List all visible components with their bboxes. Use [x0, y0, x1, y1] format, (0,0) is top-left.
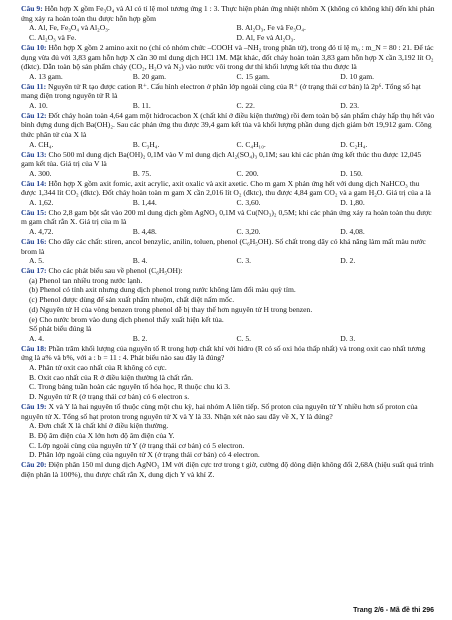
answer-option[interactable]: C. Trong bảng tuần hoàn các nguyên tố hóa học, R thuộc chu kì 3. — [29, 382, 230, 392]
question-stem — [21, 237, 436, 256]
question-stem — [21, 402, 436, 421]
answer-options — [21, 198, 436, 208]
answer-options — [21, 421, 436, 460]
answer-option[interactable]: C. 3. — [236, 256, 252, 266]
answer-option[interactable]: B. C₃H₄. — [132, 139, 160, 149]
answer-option[interactable]: C. Al₂O₃ và Fe. — [29, 33, 77, 43]
answer-option[interactable]: B. 11. — [132, 101, 151, 111]
answer-option[interactable]: A. 5. — [29, 256, 44, 266]
answer-option[interactable]: C. C₄H₁₀. — [236, 139, 266, 149]
answer-option[interactable]: B. 4,48. — [132, 227, 157, 237]
answer-option[interactable]: B. Độ âm điện của X lớn hơn độ âm điện của Y. — [29, 430, 175, 440]
answer-option[interactable]: C. 200. — [236, 168, 259, 178]
question-text: Cho 500 ml dung dịch Ba(OH)₂ 0,1M vào V ml dung dịch Al₂(SO₄)₃ 0,1M; sau khi các phản ứng kết thúc thu được 12,045 gam kết tủa. Giá trị của V là — [21, 149, 422, 169]
answer-option[interactable]: D. 2. — [340, 256, 356, 266]
answer-options — [21, 101, 436, 111]
answer-options — [21, 227, 436, 237]
statement-item: (d) Nguyên tử H của vòng benzen trong phenol dễ bị thay thế hơn nguyên tử H trong benzen. — [29, 304, 313, 314]
question-label: Câu 9: — [21, 4, 43, 13]
answer-option[interactable]: A. 10. — [29, 101, 48, 111]
question-stem — [21, 460, 436, 479]
question-block — [21, 4, 436, 43]
answer-option[interactable]: D. C₂H₄. — [340, 139, 368, 149]
answer-option[interactable]: D. 4,08. — [340, 227, 365, 237]
question-stem — [21, 179, 436, 198]
answer-option[interactable]: B. Oxit cao nhất của R ở điều kiện thường là chất rắn. — [29, 372, 193, 382]
answer-option[interactable]: B. 4. — [132, 256, 148, 266]
question-text: Hỗn hợp X gồm axit fomic, axit acrylic, axit oxalic và axit axetic. Cho m gam X phản ứng hết với dung dịch NaHCO₃ thu được 1,344 lít CO₂ (đktc). Đốt cháy hoàn toàn m gam X cần 2,016 lít O₂ (đktc), thu được 4,84 gam CO₂ và a gam H₂O. Giá trị của a là — [21, 178, 431, 198]
question-block — [21, 208, 436, 237]
answer-option[interactable]: C. 5. — [236, 333, 252, 343]
question-text: Cho 2,8 gam bột sắt vào 200 ml dung dịch gồm AgNO₃ 0,1M và Cu(NO₃)₂ 0,5M; khi các phản ứng xảy ra hoàn toàn thu được m gam chất rắn X. Giá trị của m là — [21, 207, 432, 227]
question-stem — [21, 43, 436, 72]
question-block — [21, 111, 436, 150]
question-label: Câu 14: — [21, 178, 47, 188]
answer-options — [21, 334, 436, 344]
question-block — [21, 344, 436, 402]
question-stem — [21, 266, 436, 276]
question-stem — [21, 82, 436, 101]
question-block — [21, 402, 436, 460]
answer-options — [21, 140, 436, 150]
answer-option[interactable]: B. 1,44. — [132, 198, 157, 208]
answer-option[interactable]: D. 1,80. — [340, 198, 365, 208]
question-stem — [21, 344, 436, 363]
question-label: Câu 16: — [21, 236, 47, 246]
answer-option[interactable]: C. 3,20. — [236, 227, 261, 237]
answer-option[interactable]: A. 13 gam. — [29, 71, 63, 81]
answer-option[interactable]: D. Nguyên tử R (ở trạng thái cơ bản) có 6 electron s. — [29, 392, 190, 402]
question-label: Câu 18: — [21, 343, 47, 353]
question-text: Phần trăm khối lượng của nguyên tố R trong hợp chất khí với hiđro (R có số oxi hóa thấp nhất) và trong oxit cao nhất tương ứng là a% và b%, với a : b = 11 : 4. Phát biểu nào sau đây là đúng? — [21, 343, 426, 363]
statement-item: (a) Phenol tan nhiều trong nước lạnh. — [29, 275, 143, 285]
statement-item: (b) Phenol có tính axit nhưng dung dịch phenol trong nước không làm đổi màu quỳ tím. — [29, 285, 296, 295]
answer-options — [21, 169, 436, 179]
question-text: Nguyên tử R tạo được cation R⁺. Cấu hình electron ở phân lớp ngoài cùng của R⁺ (ở trạng thái cơ bản) là 2p⁶. Tổng số hạt mang điện trong nguyên tử R là — [21, 81, 421, 101]
question-text: Đốt cháy hoàn toàn 4,64 gam một hiđrocacbon X (chất khí ở điều kiện thường) rồi đem toàn bộ sản phẩm cháy hấp thụ hết vào bình đựng dung dịch Ba(OH)₂. Sau các phản ứng thu được 39,4 gam kết tủa và khối lượng phần dung dịch giảm bớt 19,912 gam. Công thức phân tử của X là — [21, 110, 435, 140]
question-text: Cho dãy các chất: stiren, ancol benzylic, anilin, toluen, phenol (C₆H₅OH). Số chất trong dãy có khả năng làm mất màu nước brom là — [21, 236, 426, 256]
answer-option[interactable]: B. 20 gam. — [132, 71, 167, 81]
statement-item: Số phát biểu đúng là — [29, 324, 92, 334]
question-text: X và Y là hai nguyên tố thuộc cùng một chu kỳ, hai nhóm A liên tiếp. Số proton của nguyên tử Y nhiều hơn số proton của nguyên tử X. Tổng số hạt proton trong nguyên tử X và Y là 33. Nhận xét nào sau đây về X, Y là đúng? — [21, 401, 418, 421]
question-block — [21, 150, 436, 179]
question-block — [21, 237, 436, 266]
question-label: Câu 19: — [21, 401, 47, 411]
answer-option[interactable]: A. CH₄. — [29, 139, 54, 149]
question-text: Điện phân 150 ml dung dịch AgNO₃ 1M với điện cực trơ trong t giờ, cường độ dòng điện không đổi 2,68A (hiệu suất quá trình điện phân là 100%), thu được chất rắn X, dung dịch Y và khí Z. — [21, 460, 434, 479]
answer-option[interactable]: B. 75. — [132, 168, 152, 178]
answer-option[interactable]: C. 22. — [236, 101, 255, 111]
answer-options — [21, 23, 436, 42]
question-block — [21, 266, 436, 344]
answer-options — [21, 72, 436, 82]
question-stem — [21, 4, 436, 23]
question-block — [21, 43, 436, 82]
statement-item: (e) Cho nước brom vào dung dịch phenol thấy xuất hiện kết tủa. — [29, 314, 224, 324]
answer-option[interactable]: D. Al, Fe và Al₂O₃. — [236, 33, 296, 43]
answer-option[interactable]: D. 150. — [340, 168, 363, 178]
answer-option[interactable]: A. 4,72. — [29, 227, 54, 237]
question-block — [21, 179, 436, 208]
question-block — [21, 460, 436, 479]
answer-options — [21, 256, 436, 266]
question-text: Hỗn hợp X gồm 2 amino axit no (chỉ có nhóm chức –COOH và –NH₂ trong phân tử), trong đó tỉ lệ m₀ : m_N = 80 : 21. Để tác dụng vừa đủ với 3,83 gam hỗn hợp X cần 30 ml dung dịch HCl 1M. Mặt khác, đốt cháy hoàn toàn 3,83 gam hỗn hợp X cần 3,192 lít O₂ (đktc). Dẫn toàn bộ sản phẩm cháy (CO₂, H₂O và N₂) vào nước vôi trong dư thì khối lượng kết tủa thu được là — [21, 42, 434, 72]
answer-option[interactable]: A. Đơn chất X là chất khí ở điều kiện thường. — [29, 421, 169, 431]
question-block — [21, 82, 436, 111]
question-label: Câu 20: — [21, 460, 47, 470]
answer-option[interactable]: D. 3. — [340, 333, 356, 343]
answer-option[interactable]: D. 10 gam. — [340, 71, 374, 81]
question-text: Hỗn hợp X gồm Fe₃O₄ và Al có tỉ lệ mol tương ứng 1 : 3. Thực hiện phản ứng nhiệt nhôm X (không có không khí) đến khi phản ứng xảy ra hoàn toàn thu được hỗn hợp gồm — [21, 4, 435, 23]
answer-option[interactable]: C. Lớp ngoài cùng của nguyên tử Y (ở trạng thái cơ bản) có 5 electron. — [29, 440, 245, 450]
question-label: Câu 11: — [21, 81, 47, 91]
question-stem — [21, 208, 436, 227]
answer-option[interactable]: A. Phân tử oxit cao nhất của R không có cực. — [29, 363, 167, 373]
answer-option[interactable]: D. 23. — [340, 101, 360, 111]
answer-option[interactable]: C. 15 gam. — [236, 71, 270, 81]
answer-option[interactable]: B. 2. — [132, 333, 148, 343]
question-label: Câu 10: — [21, 42, 47, 52]
answer-option[interactable]: C. 3,60. — [236, 198, 261, 208]
answer-option[interactable]: D. Phân lớp ngoài cùng của nguyên tử X (ở trạng thái cơ bản) có 4 electron. — [29, 450, 260, 460]
question-label: Câu 12: — [21, 110, 47, 120]
answer-option[interactable]: A. Al, Fe, Fe₃O₄ và Al₂O₃. — [29, 23, 110, 33]
answer-option[interactable]: B. Al₂O₃, Fe và Fe₃O₄. — [236, 23, 306, 33]
question-label: Câu 13: — [21, 149, 47, 159]
statement-item: (c) Phenol được dùng để sản xuất phẩm nhuộm, chất diệt nấm mốc. — [29, 295, 235, 305]
question-label: Câu 15: — [21, 207, 47, 217]
answer-option[interactable]: A. 1,62. — [29, 198, 54, 208]
page-footer: Trang 2/6 - Mã đề thi 296 — [353, 607, 434, 615]
question-list — [21, 4, 436, 479]
answer-option[interactable]: A. 4. — [29, 333, 44, 343]
question-text: Cho các phát biểu sau về phenol (C₆H₅OH): — [48, 265, 183, 275]
answer-option[interactable]: A. 300. — [29, 168, 52, 178]
answer-options — [21, 363, 436, 402]
question-stem — [21, 150, 436, 169]
question-stem — [21, 111, 436, 140]
question-label: Câu 17: — [21, 265, 47, 275]
